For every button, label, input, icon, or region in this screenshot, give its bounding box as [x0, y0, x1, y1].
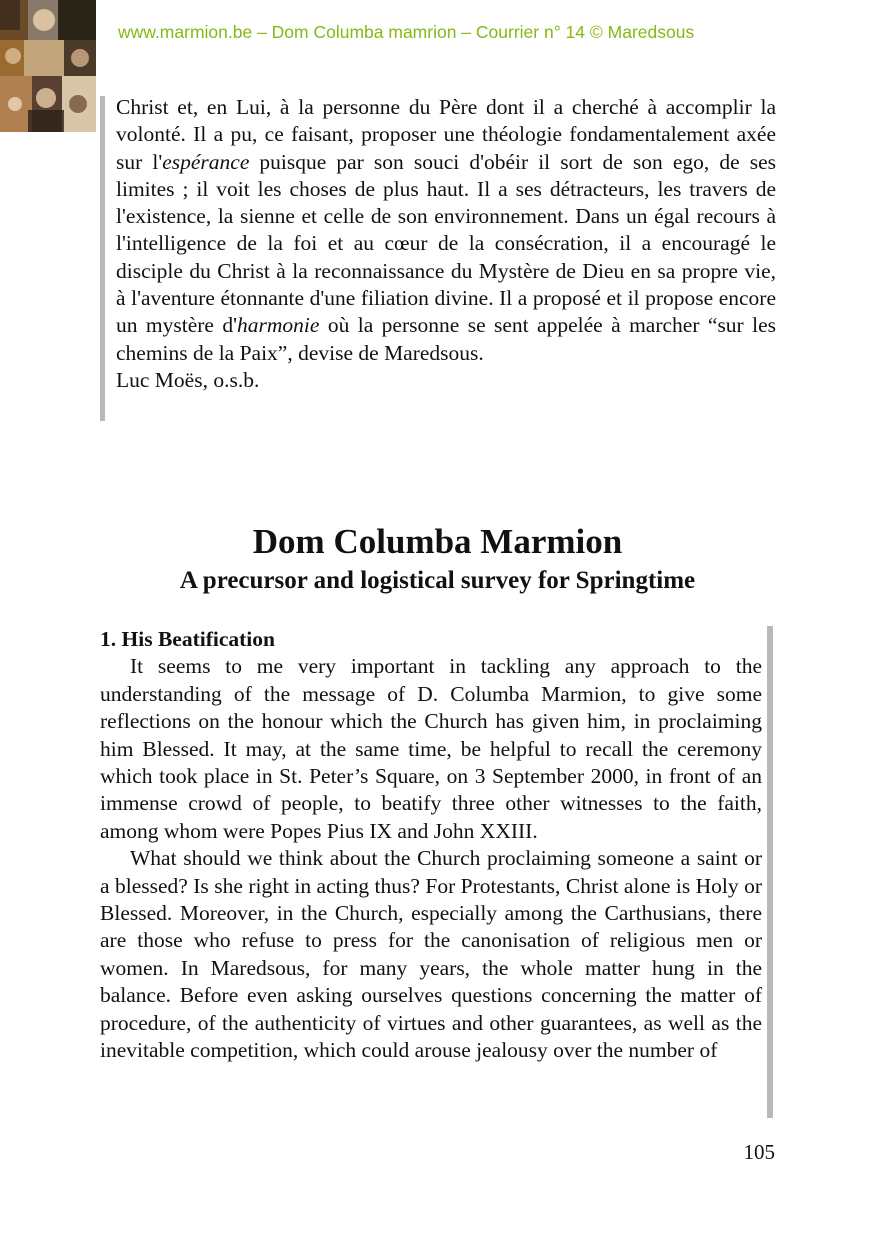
- body-paragraph: What should we think about the Church proclaiming someone a saint or a blessed? Is she right in acting thus? For Protestants, Christ alone is Holy or Blessed. Moreover, in the Church, especially among the Carthusians, there are those who refuse to press for the canonisation of religious men or women. In Maredsous, for many years, the whole matter hung in the balance. Before even asking ourselves questions concerning the matter of procedure, of the authenticity of virtues and other guarantees, as well as the inevitable competition, which could arouse jealousy over the number of: [100, 846, 762, 1063]
- article-title: Dom Columba Marmion: [252, 522, 623, 561]
- section-heading: 1. His Beatification: [100, 627, 275, 651]
- quote-margin-bar: [100, 96, 105, 421]
- closing-quote-block: [116, 94, 776, 394]
- page-number: 105: [743, 1140, 775, 1164]
- quote-paragraph: Christ et, en Lui, à la personne du Père dont il a cherché à accomplir la volonté. Il a pu, ce faisant, proposer une théologie fondamentalement axée sur l'espérance puisque par son souci d'obéir il sort de son ego, de ses limites ; il voit les choses de plus haut. Il a ses détracteurs, les travers de l'existence, la sienne et celle de son environnement. Dans un égal recours à l'intelligence de la foi et au cœur de la consécration, il a encouragé le disciple du Christ à la reconnaissance du Mystère de Dieu en sa propre vie, à l'aventure étonnante d'une filiation divine. Il a proposé et il propose encore un mystère d'harmonie où la personne se sent appelée à marcher “sur les chemins de la Paix”, devise de Maredsous.: [116, 95, 777, 365]
- quote-signature: Luc Moës, o.s.b.: [116, 367, 260, 392]
- body-margin-bar: [767, 626, 773, 1118]
- body-paragraph: It seems to me very important in tackling any approach to the understanding of the message of D. Columba Marmion, to give some reflections on the honour which the Church has given him, in proclaiming him Blessed. It may, at the same time, be helpful to recall the ceremony which took place in St. Peter’s Square, on 3 September 2000, in front of an immense crowd of people, to beatify three other witnesses to the faith, among whom were Popes Pius IX and John XXIII.: [100, 654, 762, 843]
- article-body: [100, 626, 762, 1065]
- article-subtitle: A precursor and logistical survey for Springtime: [179, 567, 696, 594]
- portrait-collage-logo: [0, 0, 96, 132]
- running-header: www.marmion.be – Dom Columba mamrion – Courrier n° 14 © Maredsous: [118, 22, 695, 42]
